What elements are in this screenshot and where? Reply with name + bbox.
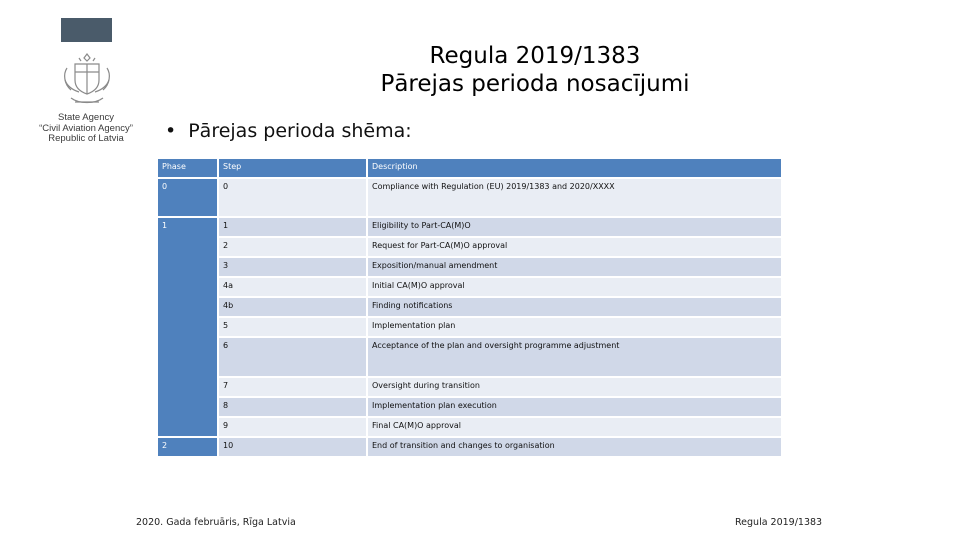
step-cell: 7 — [219, 378, 366, 396]
table-row — [158, 418, 781, 436]
step-cell: 9 — [219, 418, 366, 436]
table-header-row — [158, 159, 781, 177]
footer-date: 2020. Gada februāris, Rīga Latvia — [136, 517, 296, 528]
table-row — [158, 338, 781, 376]
step-cell: 5 — [219, 318, 366, 336]
description-cell: Acceptance of the plan and oversight programme adjustment — [368, 338, 781, 376]
step-cell: 1 — [219, 218, 366, 236]
table-row — [158, 258, 781, 276]
table-row — [158, 298, 781, 316]
table-row — [158, 398, 781, 416]
agency-line-1: State Agency — [58, 112, 114, 123]
step-cell: 6 — [219, 338, 366, 376]
step-cell: 2 — [219, 238, 366, 256]
description-cell: Exposition/manual amendment — [368, 258, 781, 276]
description-cell: End of transition and changes to organisation — [368, 438, 781, 456]
step-cell: 0 — [219, 179, 366, 216]
description-cell: Final CA(M)O approval — [368, 418, 781, 436]
description-cell: Eligibility to Part-CA(M)O — [368, 218, 781, 236]
header-phase: Phase — [158, 159, 217, 177]
table-row — [158, 278, 781, 296]
phase-cell: 1 — [158, 218, 217, 436]
description-cell: Implementation plan execution — [368, 398, 781, 416]
step-cell: 10 — [219, 438, 366, 456]
table-row — [158, 218, 781, 236]
agency-name — [36, 113, 136, 145]
header-step: Step — [219, 159, 366, 177]
transition-table — [156, 157, 783, 458]
phase-cell: 2 — [158, 438, 217, 456]
header-description: Description — [368, 159, 781, 177]
bullet-dot: • — [165, 120, 177, 142]
logo-top-bar — [61, 18, 112, 42]
table-row — [158, 438, 781, 456]
step-cell: 4b — [219, 298, 366, 316]
description-cell: Initial CA(M)O approval — [368, 278, 781, 296]
description-cell: Implementation plan — [368, 318, 781, 336]
page-title — [300, 42, 770, 98]
step-cell: 4a — [219, 278, 366, 296]
table-row — [158, 238, 781, 256]
latvia-coat-of-arms-icon — [57, 50, 117, 110]
step-cell: 3 — [219, 258, 366, 276]
step-cell: 8 — [219, 398, 366, 416]
description-cell: Finding notifications — [368, 298, 781, 316]
bullet-text: Pārejas perioda shēma: — [188, 120, 412, 142]
bullet-point — [165, 120, 412, 142]
description-cell: Compliance with Regulation (EU) 2019/1383 and 2020/XXXX — [368, 179, 781, 216]
title-line-2: Pārejas perioda nosacījumi — [380, 71, 690, 97]
footer-title: Regula 2019/1383 — [735, 517, 823, 528]
description-cell: Request for Part-CA(M)O approval — [368, 238, 781, 256]
agency-line-3: Republic of Latvia — [48, 133, 124, 144]
title-line-1: Regula 2019/1383 — [429, 43, 641, 69]
description-cell: Oversight during transition — [368, 378, 781, 396]
phase-cell: 0 — [158, 179, 217, 216]
table-row — [158, 378, 781, 396]
agency-line-2: “Civil Aviation Agency” — [39, 122, 133, 134]
table-row — [158, 179, 781, 216]
table-row — [158, 318, 781, 336]
